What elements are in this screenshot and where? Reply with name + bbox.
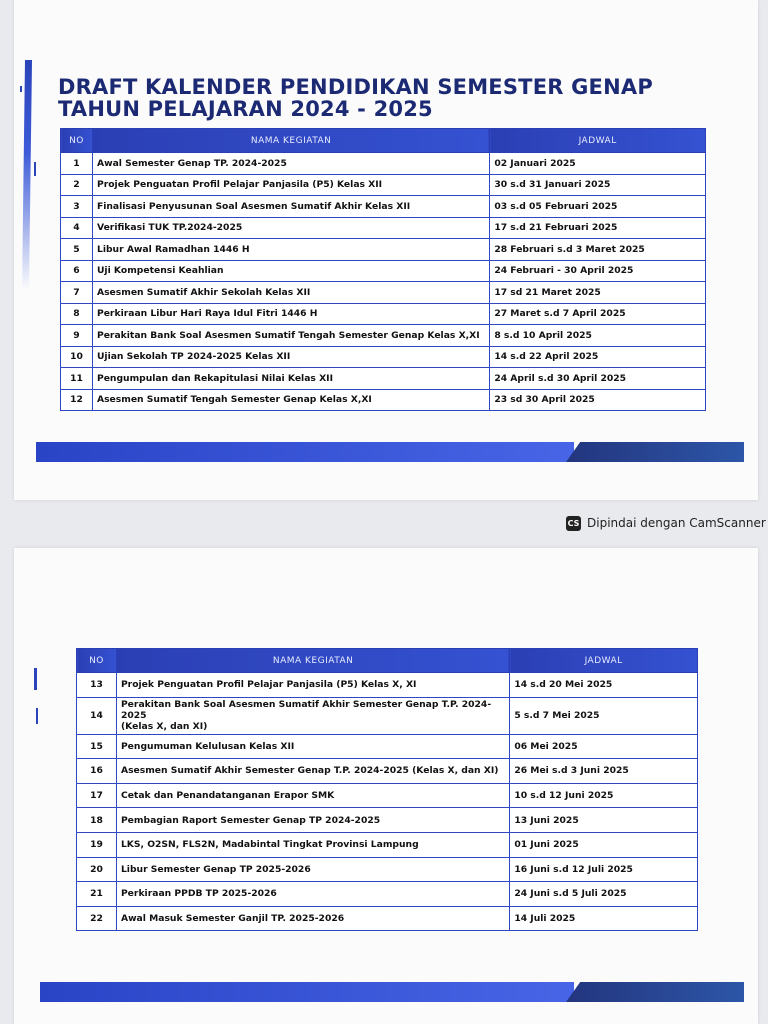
row-no: 14 xyxy=(77,697,117,734)
row-activity: Finalisasi Penyusunan Soal Asesmen Sumatif Akhir Kelas XII xyxy=(92,196,489,218)
row-no: 2 xyxy=(61,174,93,196)
row-no: 3 xyxy=(61,196,93,218)
table-row xyxy=(61,153,706,175)
table-row xyxy=(61,368,706,390)
table-row xyxy=(61,174,706,196)
row-no: 8 xyxy=(61,303,93,325)
row-date: 30 s.d 31 Januari 2025 xyxy=(490,174,706,196)
row-no: 21 xyxy=(77,882,117,907)
table-row xyxy=(77,759,698,784)
row-date: 24 Juni s.d 5 Juli 2025 xyxy=(510,882,698,907)
row-no: 17 xyxy=(77,783,117,808)
camscanner-icon: CS xyxy=(566,516,581,531)
row-date: 06 Mei 2025 xyxy=(510,734,698,759)
row-date: 14 s.d 22 April 2025 xyxy=(490,346,706,368)
row-no: 20 xyxy=(77,857,117,882)
row-date: 13 Juni 2025 xyxy=(510,808,698,833)
row-activity: Projek Penguatan Profil Pelajar Panjasila (P5) Kelas X, XI xyxy=(116,673,509,698)
row-activity: Pembagian Raport Semester Genap TP 2024-2025 xyxy=(116,808,509,833)
row-activity-line-1: Perakitan Bank Soal Asesmen Sumatif Akhir Semester Genap T.P. 2024-2025 xyxy=(120,699,492,722)
row-no: 9 xyxy=(61,325,93,347)
row-date: 14 s.d 20 Mei 2025 xyxy=(510,673,698,698)
row-no: 10 xyxy=(61,346,93,368)
row-date: 5 s.d 7 Mei 2025 xyxy=(510,697,698,734)
row-activity: Projek Penguatan Profil Pelajar Panjasila (P5) Kelas XII xyxy=(92,174,489,196)
footer-band-accent xyxy=(566,442,744,462)
row-activity: Verifikasi TUK TP.2024-2025 xyxy=(92,217,489,239)
table-header-row xyxy=(61,129,706,153)
row-no: 7 xyxy=(61,282,93,304)
table-row xyxy=(61,260,706,282)
row-activity: Cetak dan Penandatanganan Erapor SMK xyxy=(116,783,509,808)
footer-band-main xyxy=(36,442,574,462)
table-row xyxy=(77,857,698,882)
row-date: 14 Juli 2025 xyxy=(510,906,698,931)
row-activity xyxy=(116,697,509,734)
footer-band-accent xyxy=(566,982,744,1002)
table-row xyxy=(61,196,706,218)
row-date: 01 Juni 2025 xyxy=(510,832,698,857)
row-activity: Ujian Sekolah TP 2024-2025 Kelas XII xyxy=(92,346,489,368)
document-title xyxy=(58,76,678,120)
page-1-footer-band xyxy=(36,442,744,462)
row-activity: LKS, O2SN, FLS2N, Madabintal Tingkat Provinsi Lampung xyxy=(116,832,509,857)
table-row xyxy=(61,239,706,261)
table-row xyxy=(77,734,698,759)
row-activity: Pengumuman Kelulusan Kelas XII xyxy=(116,734,509,759)
row-activity: Awal Semester Genap TP. 2024-2025 xyxy=(92,153,489,175)
table-row xyxy=(77,906,698,931)
row-date: 27 Maret s.d 7 April 2025 xyxy=(490,303,706,325)
table-header-row xyxy=(77,649,698,673)
row-date: 24 Februari - 30 April 2025 xyxy=(490,260,706,282)
row-activity: Perkiraan Libur Hari Raya Idul Fitri 1446 H xyxy=(92,303,489,325)
column-header-date: JADWAL xyxy=(510,649,698,673)
row-date: 24 April s.d 30 April 2025 xyxy=(490,368,706,390)
row-activity: Asesmen Sumatif Tengah Semester Genap Kelas X,XI xyxy=(92,389,489,411)
row-activity: Asesmen Sumatif Akhir Sekolah Kelas XII xyxy=(92,282,489,304)
column-header-name: NAMA KEGIATAN xyxy=(92,129,489,153)
row-activity: Libur Awal Ramadhan 1446 H xyxy=(92,239,489,261)
side-tick-mark xyxy=(34,668,37,690)
row-date: 03 s.d 05 Februari 2025 xyxy=(490,196,706,218)
row-no: 18 xyxy=(77,808,117,833)
table-row xyxy=(77,783,698,808)
row-no: 12 xyxy=(61,389,93,411)
row-date: 02 Januari 2025 xyxy=(490,153,706,175)
table-row xyxy=(77,832,698,857)
table-row xyxy=(61,282,706,304)
side-tick-mark xyxy=(20,86,22,92)
row-date: 23 sd 30 April 2025 xyxy=(490,389,706,411)
row-date: 28 Februari s.d 3 Maret 2025 xyxy=(490,239,706,261)
schedule-table-1 xyxy=(60,128,706,411)
row-activity: Libur Semester Genap TP 2025-2026 xyxy=(116,857,509,882)
row-activity: Pengumpulan dan Rekapitulasi Nilai Kelas XII xyxy=(92,368,489,390)
row-no: 19 xyxy=(77,832,117,857)
column-header-date: JADWAL xyxy=(490,129,706,153)
row-activity: Asesmen Sumatif Akhir Semester Genap T.P. 2024-2025 (Kelas X, dan XI) xyxy=(116,759,509,784)
title-line-2: TAHUN PELAJARAN 2024 - 2025 xyxy=(58,97,433,121)
table-row xyxy=(61,325,706,347)
row-activity: Perakitan Bank Soal Asesmen Sumatif Tengah Semester Genap Kelas X,XI xyxy=(92,325,489,347)
row-no: 4 xyxy=(61,217,93,239)
row-activity: Perkiraan PPDB TP 2025-2026 xyxy=(116,882,509,907)
title-line-1: DRAFT KALENDER PENDIDIKAN SEMESTER GENAP xyxy=(58,75,653,99)
row-no: 11 xyxy=(61,368,93,390)
table-row xyxy=(61,217,706,239)
camscanner-watermark xyxy=(566,514,766,532)
row-no: 1 xyxy=(61,153,93,175)
page-2-footer-band xyxy=(40,982,744,1002)
table-row xyxy=(61,303,706,325)
column-header-no: NO xyxy=(61,129,93,153)
row-no: 16 xyxy=(77,759,117,784)
column-header-no: NO xyxy=(77,649,117,673)
schedule-table-2 xyxy=(76,648,698,931)
table-row xyxy=(77,808,698,833)
row-activity-line-2: (Kelas X, dan XI) xyxy=(120,721,208,733)
row-date: 26 Mei s.d 3 Juni 2025 xyxy=(510,759,698,784)
row-no: 13 xyxy=(77,673,117,698)
row-activity: Uji Kompetensi Keahlian xyxy=(92,260,489,282)
row-date: 16 Juni s.d 12 Juli 2025 xyxy=(510,857,698,882)
table-row xyxy=(61,389,706,411)
side-tick-mark xyxy=(34,162,36,176)
table-row xyxy=(77,882,698,907)
table-row xyxy=(61,346,706,368)
row-date: 10 s.d 12 Juni 2025 xyxy=(510,783,698,808)
row-no: 5 xyxy=(61,239,93,261)
footer-band-main xyxy=(40,982,574,1002)
side-tick-mark xyxy=(36,708,38,724)
table-row xyxy=(77,697,698,734)
row-no: 15 xyxy=(77,734,117,759)
row-date: 17 s.d 21 Februari 2025 xyxy=(490,217,706,239)
row-activity: Awal Masuk Semester Ganjil TP. 2025-2026 xyxy=(116,906,509,931)
row-date: 17 sd 21 Maret 2025 xyxy=(490,282,706,304)
row-no: 6 xyxy=(61,260,93,282)
camscanner-label: Dipindai dengan CamScanner xyxy=(587,516,766,530)
row-no: 22 xyxy=(77,906,117,931)
table-row xyxy=(77,673,698,698)
column-header-name: NAMA KEGIATAN xyxy=(116,649,509,673)
row-date: 8 s.d 10 April 2025 xyxy=(490,325,706,347)
